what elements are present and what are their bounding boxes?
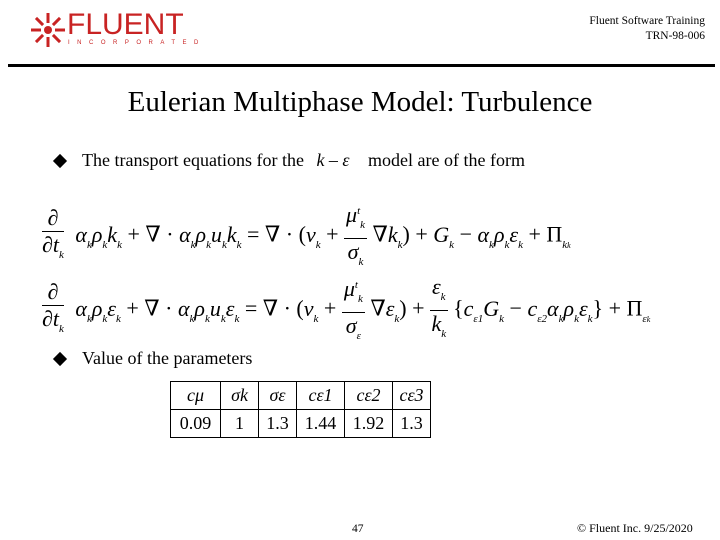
fluent-logo-icon (30, 12, 66, 48)
header-divider (8, 64, 715, 67)
bullet-icon (53, 154, 67, 168)
bullet-1-suffix: model are of the form (368, 150, 525, 170)
k-transport-equation: $\frac{\partial}{\partial t_k}$ $\alpha_k\rho_kk_k$ + ∇ · $\alpha_k\rho_ku_kk_k$ = ∇ · ($\nu_k$ + $\frac{\mu^t_k}{\sigma_k}$ $\nabla k_k) + G_k - \alpha_k\rho_k\varepsilon_k + \Pi_{kk}$ (42, 198, 571, 275)
table-header-cell: σε (259, 382, 297, 410)
bullet-1 (82, 150, 525, 171)
table-header-cell: σk (221, 382, 259, 410)
table-header-cell: cε3 (393, 382, 431, 410)
table-cell: 1 (221, 410, 259, 438)
training-info (589, 14, 705, 44)
bullet-1-text: The transport equations for the (82, 150, 304, 170)
slide-title: Eulerian Multiphase Model: Turbulence (127, 86, 593, 118)
page-number: 47 (352, 523, 364, 535)
training-line-1: Fluent Software Training (589, 15, 705, 27)
epsilon-transport-equation: $\frac{\partial}{\partial t_k}$ $\alpha_k\rho_k\varepsilon_k$ + ∇ · $\alpha_k\rho_ku_k\varepsilon_k$ = ∇ · ($\nu_k$ + $\frac{\mu^t_k}{\sigma_\varepsilon}$ $\nabla\varepsilon_k$) + $\frac{\varepsilon_k}{k_k}$ $\{c_{\varepsilon 1}G_k - c_{\varepsilon 2}\alpha_k\rho_k\varepsilon_k\} + \Pi_{\varepsilon k}$ (42, 274, 651, 342)
table-cell: 1.92 (345, 410, 393, 438)
table-cell: 1.3 (393, 410, 431, 438)
training-line-2: TRN-98-006 (645, 30, 705, 42)
copyright-notice: © Fluent Inc. 9/25/2020 (577, 521, 693, 535)
table-cell: 1.3 (259, 410, 297, 438)
logo-wordmark: FLUENT (67, 8, 184, 41)
bullet-icon (53, 352, 67, 366)
table-header-cell: cμ (171, 382, 221, 410)
bullet-2: Value of the parameters (82, 348, 253, 368)
table-header-cell: cε1 (297, 382, 345, 410)
table-cell: 1.44 (297, 410, 345, 438)
table-row (171, 410, 431, 438)
parameters-table (170, 381, 431, 438)
table-header-row (171, 382, 431, 410)
logo-subtitle: INCORPORATED (68, 40, 206, 46)
table-cell: 0.09 (171, 410, 221, 438)
bullet-1-math: k – ε (316, 150, 350, 170)
table-header-cell: cε2 (345, 382, 393, 410)
